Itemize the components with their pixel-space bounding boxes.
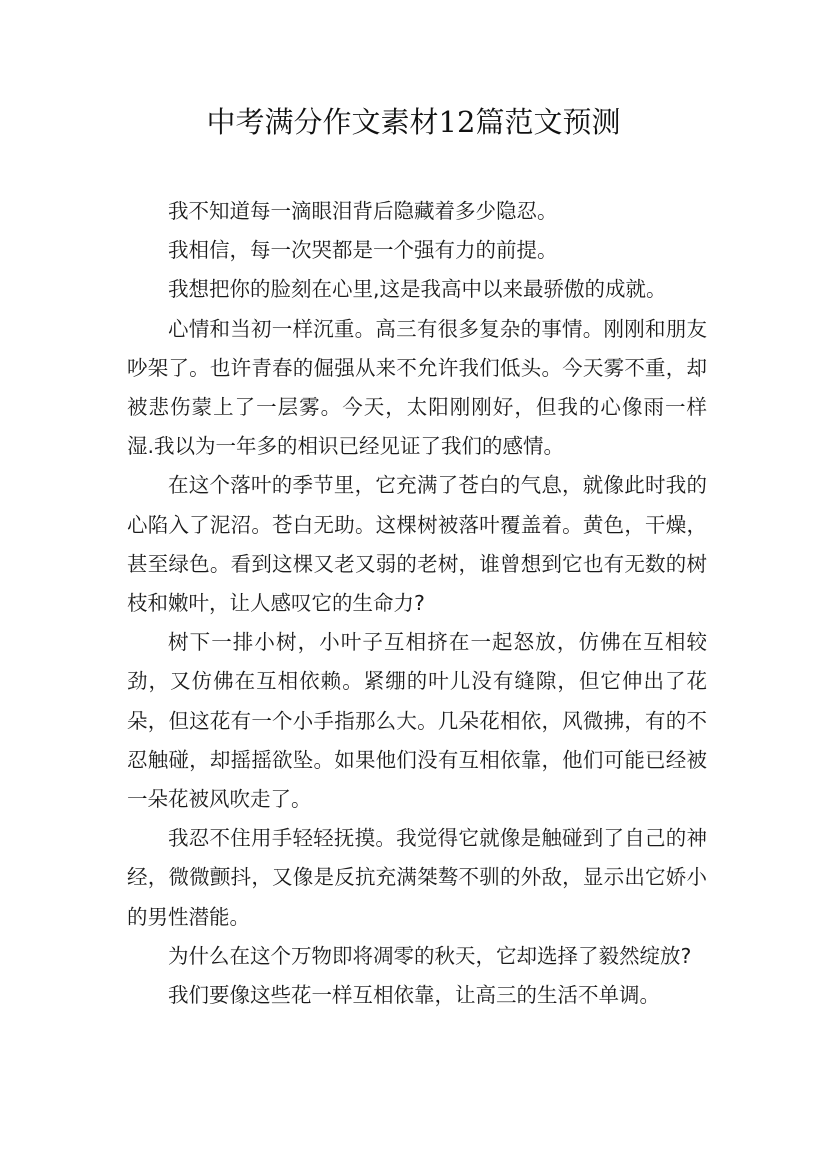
paragraph: 我相信，每一次哭都是一个强有力的前提。 bbox=[168, 238, 558, 263]
paragraph: 我不知道每一滴眼泪背后隐藏着多少隐忍。 bbox=[168, 199, 558, 223]
paragraph: 我想把你的脸刻在心里,这是我高中以来最骄傲的成就。 bbox=[168, 277, 667, 302]
document-body bbox=[127, 192, 707, 1015]
paragraph: 心情和当初一样沉重。高三有很多复杂的事情。刚刚和朋友吵架了。也许青春的倔强从来不允许我们低头。今天雾不重，却被悲伤蒙上了一层雾。今天，太阳刚刚好，但我的心像雨一样湿.我以为一年多的相识已经见证了我们的感情。 bbox=[127, 316, 707, 459]
paragraph: 在这个落叶的季节里，它充满了苍白的气息，就像此时我的心陷入了泥沼。苍白无助。这棵树被落叶覆盖着。黄色，干燥，甚至绿色。看到这棵又老又弱的老树，谁曾想到它也有无数的树枝和嫩叶，让人感叹它的生命力? bbox=[127, 473, 707, 616]
paragraph: 为什么在这个万物即将凋零的秋天，它却选择了毅然绽放? bbox=[168, 943, 692, 968]
paragraph: 我们要像这些花一样互相依靠，让高三的生活不单调。 bbox=[168, 983, 660, 1008]
paragraph: 我忍不住用手轻轻抚摸。我觉得它就像是触碰到了自己的神经，微微颤抖，又像是反抗充满桀骜不驯的外敌，显示出它娇小的男性潜能。 bbox=[127, 826, 707, 929]
paragraph: 树下一排小树，小叶子互相挤在一起怒放，仿佛在互相较劲，又仿佛在互相依赖。紧绷的叶儿没有缝隙，但它伸出了花朵，但这花有一个小手指那么大。几朵花相依，风微拂，有的不忍触碰，却摇摇欲坠。如果他们没有互相依靠，他们可能已经被一朵花被风吹走了。 bbox=[127, 630, 707, 812]
document-title: 中考满分作文素材12篇范文预测 bbox=[206, 105, 621, 139]
